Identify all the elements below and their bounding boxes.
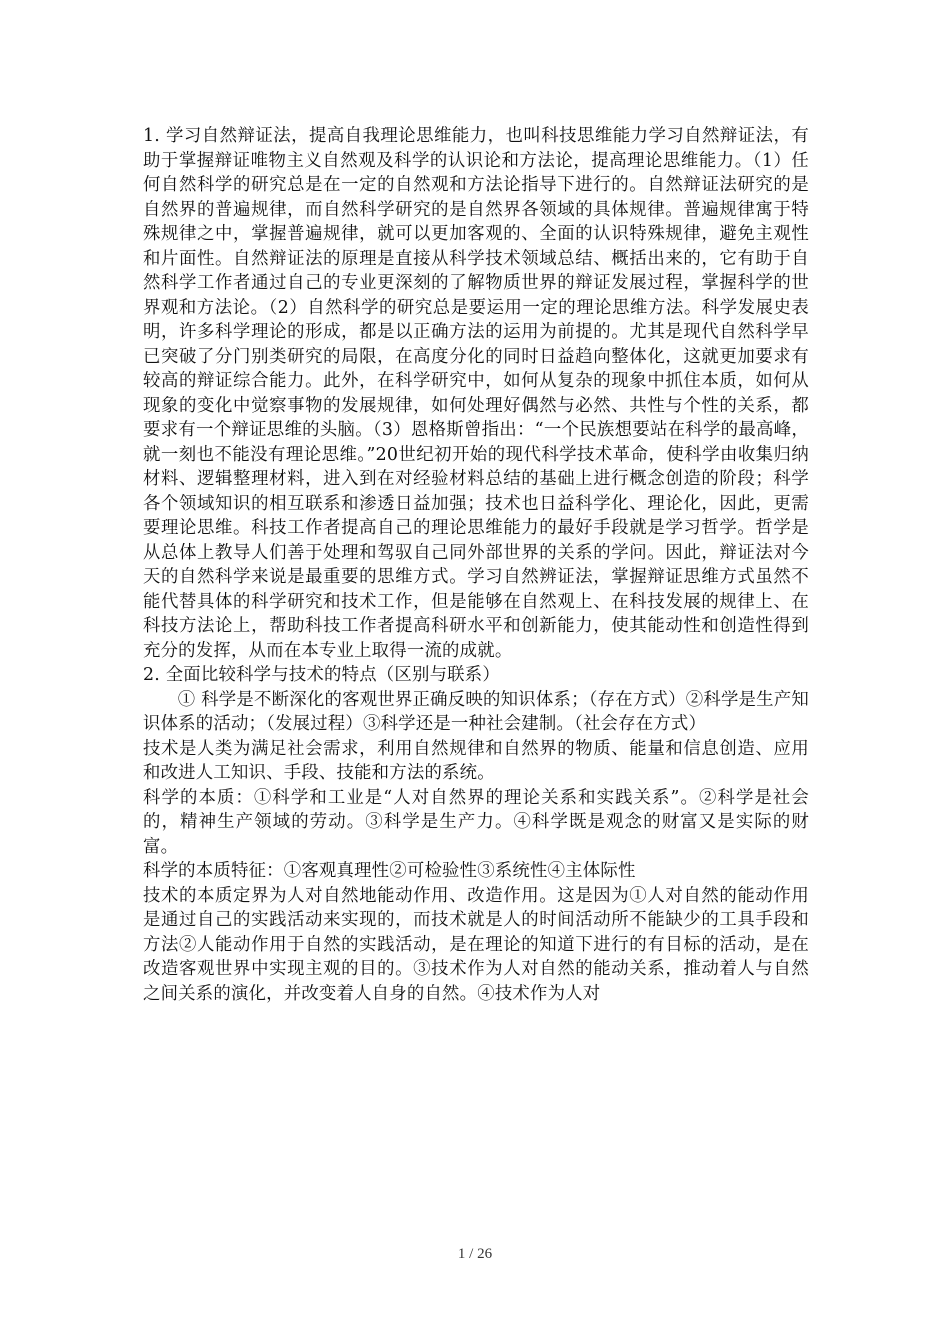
technology-definition-paragraph: 技术是人类为满足社会需求，利用自然规律和自然界的物质、能量和信息创造、应用和改进人工知识、手段、技能和方法的系统。: [143, 738, 809, 783]
page-number: 1 / 26: [457, 1246, 493, 1262]
science-definition-paragraph: ① 科学是不断深化的客观世界正确反映的知识体系；（存在方式）②科学是生产知识体系的活动；（发展过程）③科学还是一种社会建制。（社会存在方式）: [143, 689, 809, 734]
technology-essence-paragraph: 技术的本质定界为人对自然地能动作用、改造作用。这是因为①人对自然的能动作用是通过自己的实践活动来实现的，而技术就是人的时间活动所不能缺少的工具手段和方法②人能动作用于自然的实践活动，是在理论的知道下进行的有目标的活动，是在改造客观世界中实现主观的目的。③技术作为人对自然的能动关系，推动着人与自然之间关系的演化，并改变着人自身的自然。④技术作为人对: [143, 885, 809, 1004]
science-essence-paragraph: 科学的本质：①科学和工业是“人对自然界的理论关系和实践关系”。②科学是社会的，精神生产领域的劳动。③科学是生产力。④科学既是观念的财富又是实际的财富。: [143, 787, 809, 857]
science-features-paragraph: 科学的本质特征：①客观真理性②可检验性③系统性④主体际性: [143, 861, 636, 881]
section-1-paragraph: 1. 学习自然辩证法，提高自我理论思维能力，也叫科技思维能力学习自然辩证法，有助于掌握辩证唯物主义自然观及科学的认识论和方法论，提高理论思维能力。（1）任何自然科学的研究总是在一定的自然观和方法论指导下进行的。自然辩证法研究的是自然界的普遍规律，而自然科学研究的是自然界各领域的具体规律。普遍规律寓于特殊规律之中，掌握普遍规律，就可以更加客观的、全面的认识特殊规律，避免主观性和片面性。自然辩证法的原理是直接从科学技术领域总结、概括出来的，它有助于自然科学工作者通过自己的专业更深刻的了解物质世界的辩证发展过程，掌握科学的世界观和方法论。（2）自然科学的研究总是要运用一定的理论思维方法。科学发展史表明，许多科学理论的形成，都是以正确方法的运用为前提的。尤其是现代自然科学早已突破了分门别类研究的局限，在高度分化的同时日益趋向整体化，这就更加要求有较高的辩证综合能力。此外，在科学研究中，如何从复杂的现象中抓住本质，如何从现象的变化中觉察事物的发展规律，如何处理好偶然与必然、共性与个性的关系，都要求有一个辩证思维的头脑。（3）恩格斯曾指出：“一个民族想要站在科学的最高峰，就一刻也不能没有理论思维。”20世纪初开始的现代科学技术革命，使科学由收集归纳材料、逻辑整理材料，进入到在对经验材料总结的基础上进行概念创造的阶段；科学各个领域知识的相互联系和渗透日益加强；技术也日益科学化、理论化，因此，更需要理论思维。科技工作者提高自己的理论思维能力的最好手段就是学习哲学。哲学是从总体上教导人们善于处理和驾驭自己同外部世界的关系的学问。因此，辩证法对今天的自然科学来说是最重要的思维方式。学习自然辨证法，掌握辩证思维方式虽然不能代替具体的科学研究和技术工作，但是能够在自然观上、在科技发展的规律上、在科技方法论上，帮助科技工作者提高科研水平和创新能力，使其能动性和创造性得到充分的发挥，从而在本专业上取得一流的成就。: [143, 126, 809, 661]
document-page: [143, 124, 809, 1006]
section-2-heading: 2. 全面比较科学与技术的特点（区别与联系）: [143, 665, 500, 685]
